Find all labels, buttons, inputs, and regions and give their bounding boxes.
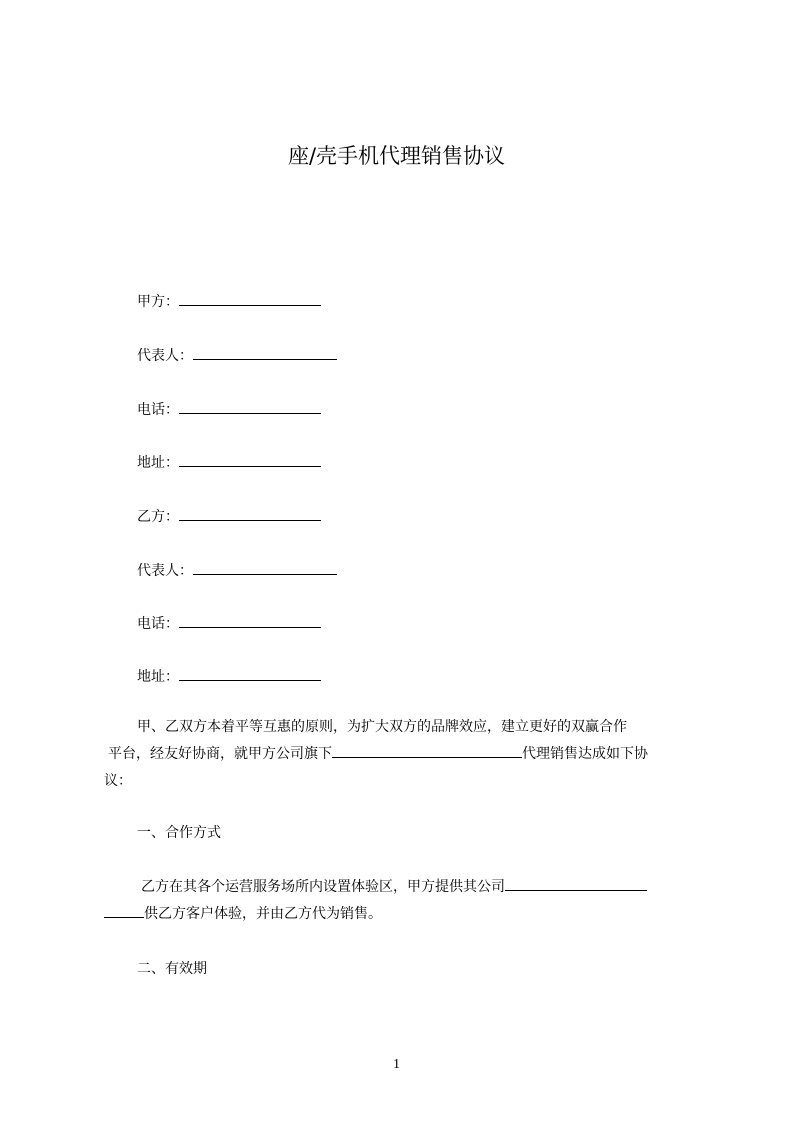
section-1-line-2 (104, 901, 382, 928)
party-b-phone-field (137, 613, 321, 634)
section-2-heading: 二、有效期 (137, 961, 207, 977)
party-b-representative-blank (193, 560, 337, 575)
company-product-blank-continued (104, 903, 144, 918)
intro-line-2-before: 平台，经友好协商，就甲方公司旗下 (108, 746, 332, 762)
party-a-address-label: 地址： (137, 455, 179, 471)
party-b-representative-field (137, 560, 337, 581)
party-b-address-field (137, 666, 321, 687)
intro-line-3: 议： (104, 773, 132, 789)
party-b-blank (179, 506, 321, 521)
party-a-address-blank (179, 452, 321, 467)
party-a-field (137, 291, 321, 312)
party-a-representative-blank (193, 345, 337, 360)
party-a-representative-field (137, 345, 337, 366)
party-a-address-field (137, 452, 321, 473)
party-b-field (137, 506, 321, 527)
party-b-address-label: 地址： (137, 669, 179, 685)
party-a-blank (179, 291, 321, 306)
section-1-line-2-after: 供乙方客户体验，并由乙方代为销售。 (144, 906, 382, 922)
company-product-blank (505, 876, 647, 891)
page-number: 1 (393, 1057, 400, 1072)
section-1-line-1-before: 乙方在其各个运营服务场所内设置体验区，甲方提供其公司 (141, 879, 505, 895)
product-blank (332, 743, 522, 758)
party-a-label: 甲方： (137, 294, 179, 310)
document-title: 座/壳手机代理销售协议 (287, 144, 506, 168)
party-b-phone-label: 电话： (137, 616, 179, 632)
party-a-phone-field (137, 399, 321, 420)
party-b-address-blank (179, 666, 321, 681)
intro-line-1: 甲、乙双方本着平等互惠的原则，为扩大双方的品牌效应，建立更好的双赢合作 (137, 719, 627, 735)
party-a-representative-label: 代表人： (137, 348, 193, 364)
section-1-line-1 (141, 874, 647, 901)
intro-line-2 (108, 741, 648, 768)
intro-line-2-after: 代理销售达成如下协 (522, 746, 648, 762)
party-b-phone-blank (179, 613, 321, 628)
party-a-phone-label: 电话： (137, 402, 179, 418)
party-b-label: 乙方： (137, 509, 179, 525)
party-b-representative-label: 代表人： (137, 563, 193, 579)
section-1-heading: 一、合作方式 (137, 825, 221, 841)
party-a-phone-blank (179, 399, 321, 414)
